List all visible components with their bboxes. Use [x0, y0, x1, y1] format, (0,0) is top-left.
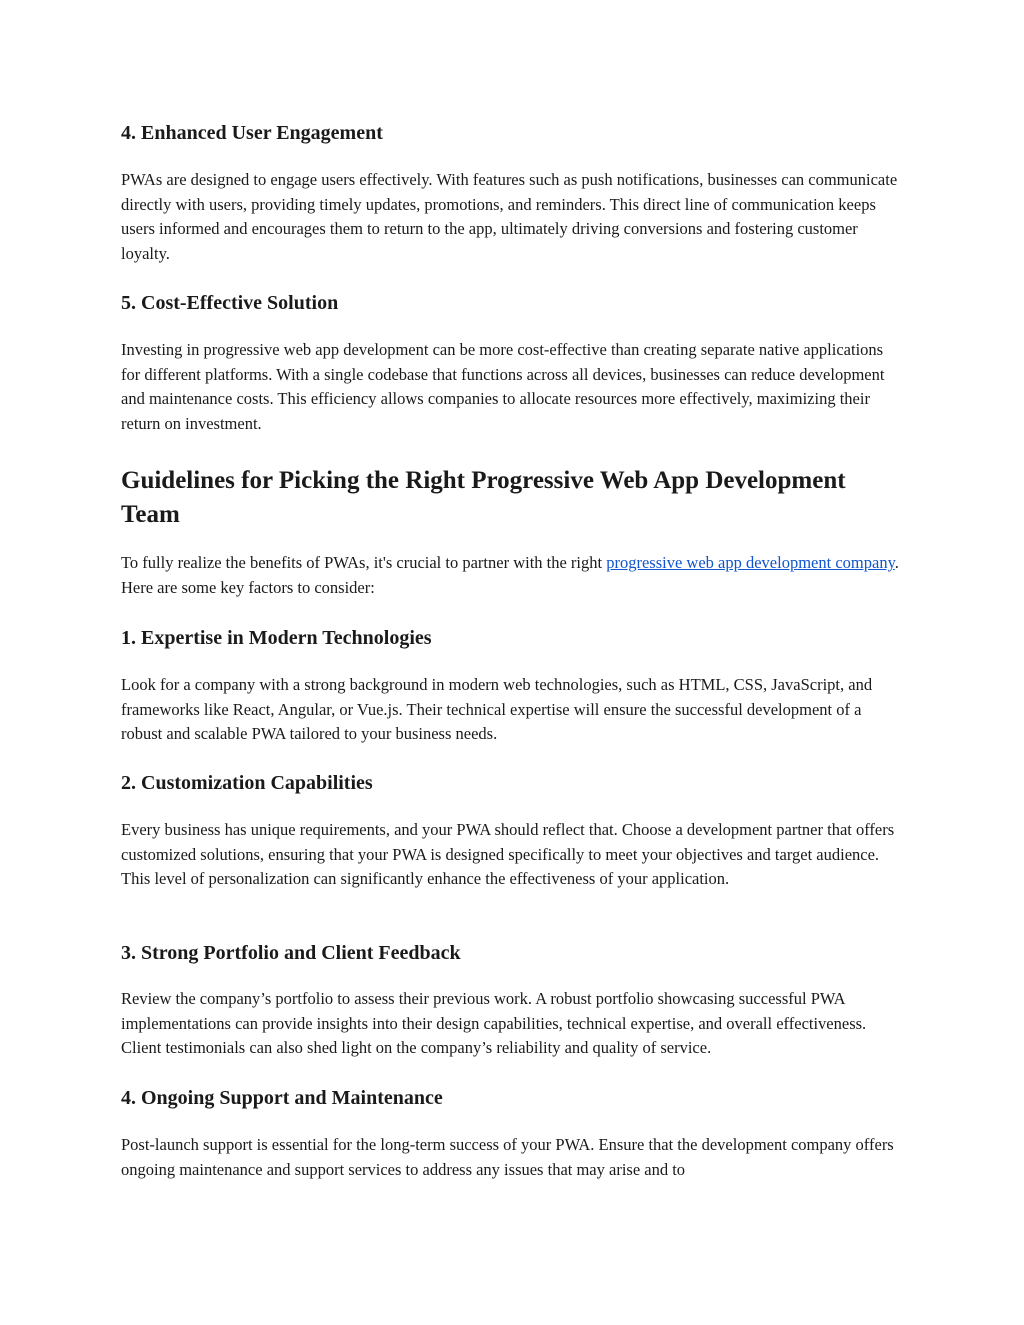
intro-text-after: . Here are some key factors to consider: — [121, 553, 899, 597]
paragraph-enhanced-user-engagement: PWAs are designed to engage users effectively. With features such as push notifications, businesses can communicate directly with users, providing timely updates, promotions, and reminders. This direct line of communication keeps users informed and encourages them to return to the app, ultimately driving conversions and fostering customer loyalty. — [121, 170, 898, 263]
paragraph-cost-effective-solution: Investing in progressive web app development can be more cost-effective than creating separate native applications for different platforms. With a single codebase that functions across all devices, businesses can reduce development and maintenance costs. This efficiency allows companies to allocate resources more effectively, maximizing their return on investment. — [121, 340, 885, 433]
section-title-guidelines: Guidelines for Picking the Right Progressive Web App Development Team — [121, 467, 846, 528]
heading-strong-portfolio: 3. Strong Portfolio and Client Feedback — [121, 942, 461, 964]
paragraph-expertise-modern-technologies: Look for a company with a strong background in modern web technologies, such as HTML, CSS, JavaScript, and frameworks like React, Angular, or Vue.js. Their technical expertise will ensure the successful development of a robust and scalable PWA tailored to your business needs. — [121, 675, 873, 743]
paragraph-guidelines-intro — [121, 551, 906, 600]
paragraph-ongoing-support: Post-launch support is essential for the long-term success of your PWA. Ensure that the development company offers ongoing maintenance and support services to address any issues that may arise and to — [121, 1135, 894, 1179]
heading-enhanced-user-engagement: 4. Enhanced User Engagement — [121, 122, 383, 144]
heading-customization-capabilities: 2. Customization Capabilities — [121, 772, 373, 794]
heading-cost-effective-solution: 5. Cost-Effective Solution — [121, 292, 339, 314]
heading-ongoing-support: 4. Ongoing Support and Maintenance — [121, 1087, 443, 1109]
heading-expertise-modern-technologies: 1. Expertise in Modern Technologies — [121, 627, 432, 649]
intro-text-before: To fully realize the benefits of PWAs, it's crucial to partner with the right — [121, 553, 607, 572]
paragraph-strong-portfolio: Review the company’s portfolio to assess their previous work. A robust portfolio showcasing successful PWA implementations can provide insights into their design capabilities, technical expertise, and overall effectiveness. Client testimonials can also shed light on the company’s reliability and quality of service. — [121, 989, 867, 1057]
paragraph-customization-capabilities: Every business has unique requirements, and your PWA should reflect that. Choose a development partner that offers customized solutions, ensuring that your PWA is designed specifically to meet your objectives and target audience. This level of personalization can significantly enhance the effectiveness of your application. — [121, 820, 895, 888]
link-pwa-development-company[interactable]: progressive web app development company — [606, 553, 895, 572]
